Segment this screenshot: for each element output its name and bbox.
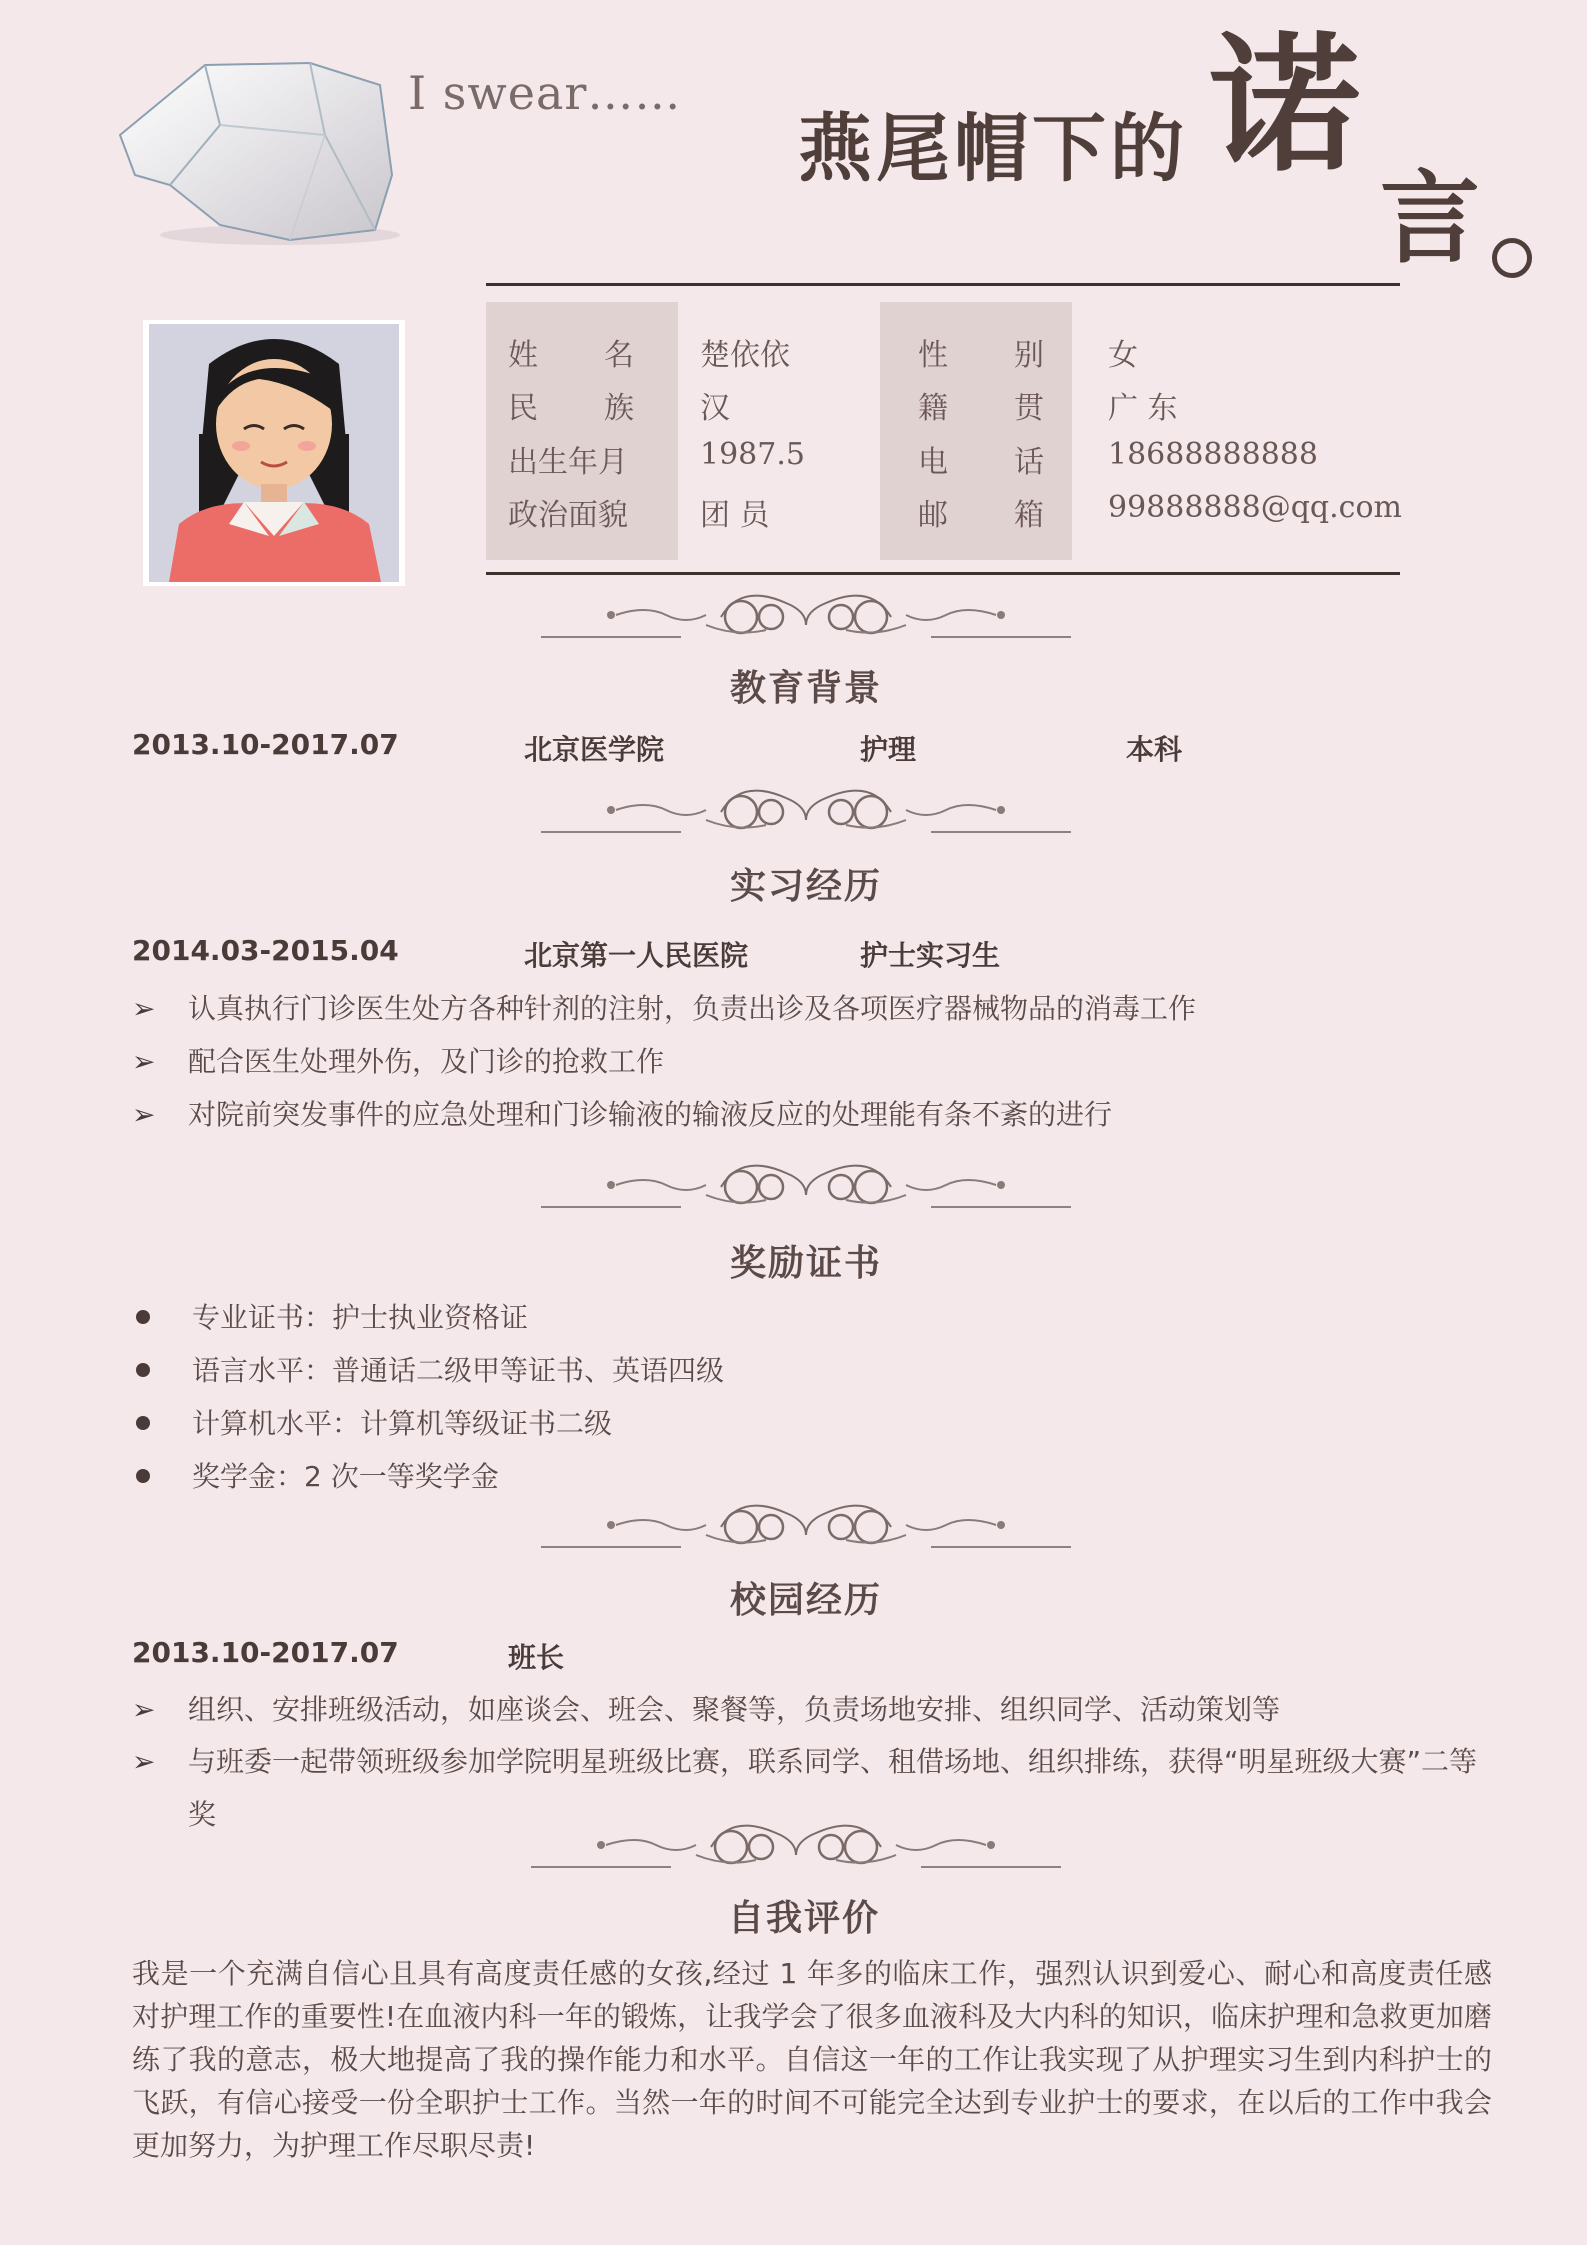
internship-item: ➢ 认真执行门诊医生处方各种针剂的注射，负责出诊及各项医疗器械物品的消毒工作 — [132, 992, 1197, 1025]
education-major: 护理 — [860, 733, 917, 766]
resume-title: 燕尾帽下的 — [798, 106, 1188, 192]
self-eval-title: 自我评价 — [727, 1898, 880, 1939]
bullet-dot-icon — [136, 1363, 150, 1377]
bullet-dot-icon — [136, 1469, 150, 1483]
internship-role: 护士实习生 — [860, 939, 1001, 972]
phone-label: 电 话 — [918, 445, 1044, 480]
political-value: 团 员 — [700, 498, 770, 533]
email-label: 邮 箱 — [918, 498, 1044, 533]
education-period: 2013.10-2017.07 — [132, 728, 399, 761]
education-title: 教育背景 — [729, 668, 882, 709]
gender-value: 女 — [1108, 338, 1138, 373]
internship-title: 实习经历 — [729, 866, 882, 907]
ethnic-value: 汉 — [700, 391, 730, 426]
campus-title: 校园经历 — [729, 1580, 882, 1621]
awards-ornament — [536, 1155, 1076, 1217]
bullet-dot-icon — [136, 1416, 150, 1430]
profile-bottom-rule — [486, 572, 1400, 575]
swear-tagline: I swear…… — [408, 66, 682, 120]
campus-item: ➢ 与班委一起带领班级参加学院明星班级比赛，联系同学、租借场地、组织排练，获得“明星班级大赛”二等奖 — [132, 1745, 1478, 1831]
campus-ornament — [536, 1495, 1076, 1557]
phone-value: 18688888888 — [1108, 437, 1318, 472]
award-item: 专业证书：护士执业资格证 — [132, 1296, 528, 1336]
award-item: 计算机水平：计算机等级证书二级 — [132, 1402, 612, 1442]
internship-item: ➢ 对院前突发事件的应急处理和门诊输液的输液反应的处理能有条不紊的进行 — [132, 1098, 1113, 1131]
internship-item: ➢ 配合医生处理外伤，及门诊的抢救工作 — [132, 1045, 665, 1078]
education-school: 北京医学院 — [524, 733, 665, 766]
campus-role: 班长 — [508, 1641, 565, 1674]
resume-title-big-char-1: 诺 — [1210, 17, 1361, 193]
avatar — [143, 320, 405, 586]
nurse-cap-illustration — [110, 55, 420, 255]
name-value: 楚依依 — [700, 338, 790, 373]
award-item: 奖学金：2 次一等奖学金 — [132, 1455, 499, 1495]
resume-title-big-char-2: 言 — [1380, 159, 1480, 277]
profile-top-rule — [486, 283, 1400, 286]
birth-label: 出生年月 — [508, 445, 628, 480]
campus-period: 2013.10-2017.07 — [132, 1636, 399, 1669]
email-value: 99888888@qq.com — [1108, 490, 1402, 525]
native-place-label: 籍 贯 — [918, 391, 1044, 426]
political-label: 政治面貌 — [508, 498, 628, 533]
ethnic-label: 民 族 — [508, 391, 634, 426]
education-degree: 本科 — [1126, 733, 1183, 766]
gender-label: 性 别 — [918, 338, 1044, 373]
birth-value: 1987.5 — [700, 437, 805, 472]
name-label: 姓 名 — [508, 338, 634, 373]
internship-ornament — [536, 780, 1076, 842]
education-ornament — [536, 585, 1076, 647]
internship-hospital: 北京第一人民医院 — [524, 939, 749, 972]
self-eval-text: 我是一个充满自信心且具有高度责任感的女孩,经过 1 年多的临床工作，强烈认识到爱心、耐心和高度责任感对护理工作的重要性!在血液内科一年的锻炼，让我学会了很多血液科及大内科的知识，临床护理和急救更加磨练了我的意志，极大地提高了我的操作能力和水平。自信这一年的工作让我实现了从护理实习生到内科护士的飞跃，有信心接受一份全职护士工作。当然一年的时间不可能完全达到专业护士的要求，在以后的工作中我会更加努力，为护理工作尽职尽责! — [132, 1957, 1492, 2162]
self-eval-ornament — [526, 1815, 1066, 1877]
awards-title: 奖励证书 — [729, 1243, 882, 1284]
native-place-value: 广 东 — [1108, 391, 1178, 426]
award-item: 语言水平：普通话二级甲等证书、英语四级 — [132, 1349, 724, 1389]
campus-item: ➢ 组织、安排班级活动，如座谈会、班会、聚餐等，负责场地安排、组织同学、活动策划等 — [132, 1693, 1281, 1726]
title-period-circle — [1492, 238, 1532, 278]
internship-period: 2014.03-2015.04 — [132, 934, 399, 967]
bullet-dot-icon — [136, 1310, 150, 1324]
